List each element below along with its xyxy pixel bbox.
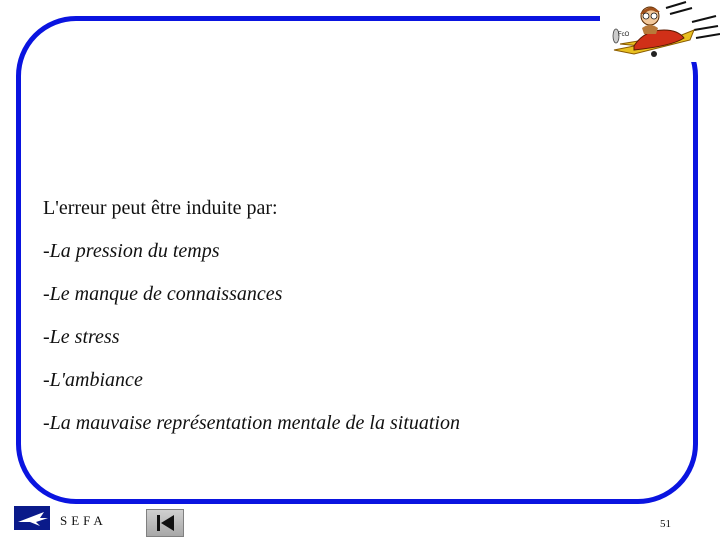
- page-number: 51: [660, 518, 671, 530]
- first-page-icon: [147, 510, 183, 536]
- footer-organization: SEFA: [60, 513, 107, 528]
- list-item: -Le manque de connaissances: [43, 283, 283, 305]
- list-item: -L'ambiance: [43, 369, 143, 391]
- svg-text:FcO: FcO: [618, 32, 630, 38]
- sefa-logo-icon: [14, 506, 50, 530]
- slide-content: [43, 198, 460, 456]
- first-page-button[interactable]: [146, 509, 184, 537]
- slide-heading: L'erreur peut être induite par:: [43, 197, 278, 219]
- list-item: -La pression du temps: [43, 240, 220, 262]
- list-item: -Le stress: [43, 326, 120, 348]
- list-item: -La mauvaise représentation mentale de la situation: [43, 412, 460, 434]
- cartoon-airplane-icon: [604, 0, 720, 60]
